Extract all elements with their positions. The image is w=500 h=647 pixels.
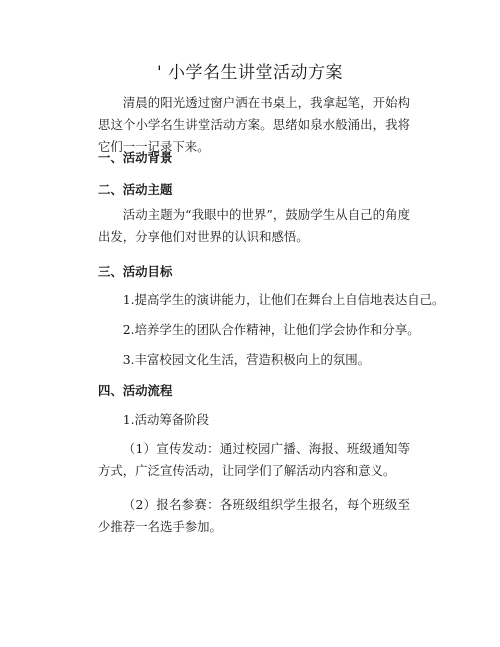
goal-item: 2.培养学生的团队合作精神，让他们学会协作和分享。 xyxy=(122,322,420,337)
process-paragraph-registration: （2）报名参赛：各班级组织学生报名，每个班级至少推荐一名选手参加。 xyxy=(98,497,410,534)
goal-item: 1.提高学生的演讲能力，让他们在舞台上自信地表达自己。 xyxy=(122,292,445,307)
document-title: ' 小学名生讲堂活动方案 xyxy=(156,63,344,83)
intro-paragraph: 清晨的阳光透过窗户洒在书桌上，我拿起笔，开始构思这个小学名生讲堂活动方案。思绪如泉水般涌出，我将它们一一记录下来。 xyxy=(98,95,410,154)
section-heading-process: 四、活动流程 xyxy=(98,383,173,398)
process-paragraph-publicity: （1）宣传发动：通过校园广播、海报、班级通知等方式，广泛宣传活动，让同学们了解活动内容和意义。 xyxy=(98,441,410,478)
section-heading-goals: 三、活动目标 xyxy=(98,264,173,279)
process-subheading: 1.活动筹备阶段 xyxy=(122,412,209,427)
goal-item: 3.丰富校园文化生活，营造积极向上的氛围。 xyxy=(122,352,371,367)
section-heading-background: 一、活动背景 xyxy=(98,150,173,165)
theme-paragraph: 活动主题为“我眼中的世界”，鼓励学生从自己的角度出发，分享他们对世界的认识和感悟。 xyxy=(98,207,410,244)
section-heading-theme: 二、活动主题 xyxy=(98,182,173,197)
